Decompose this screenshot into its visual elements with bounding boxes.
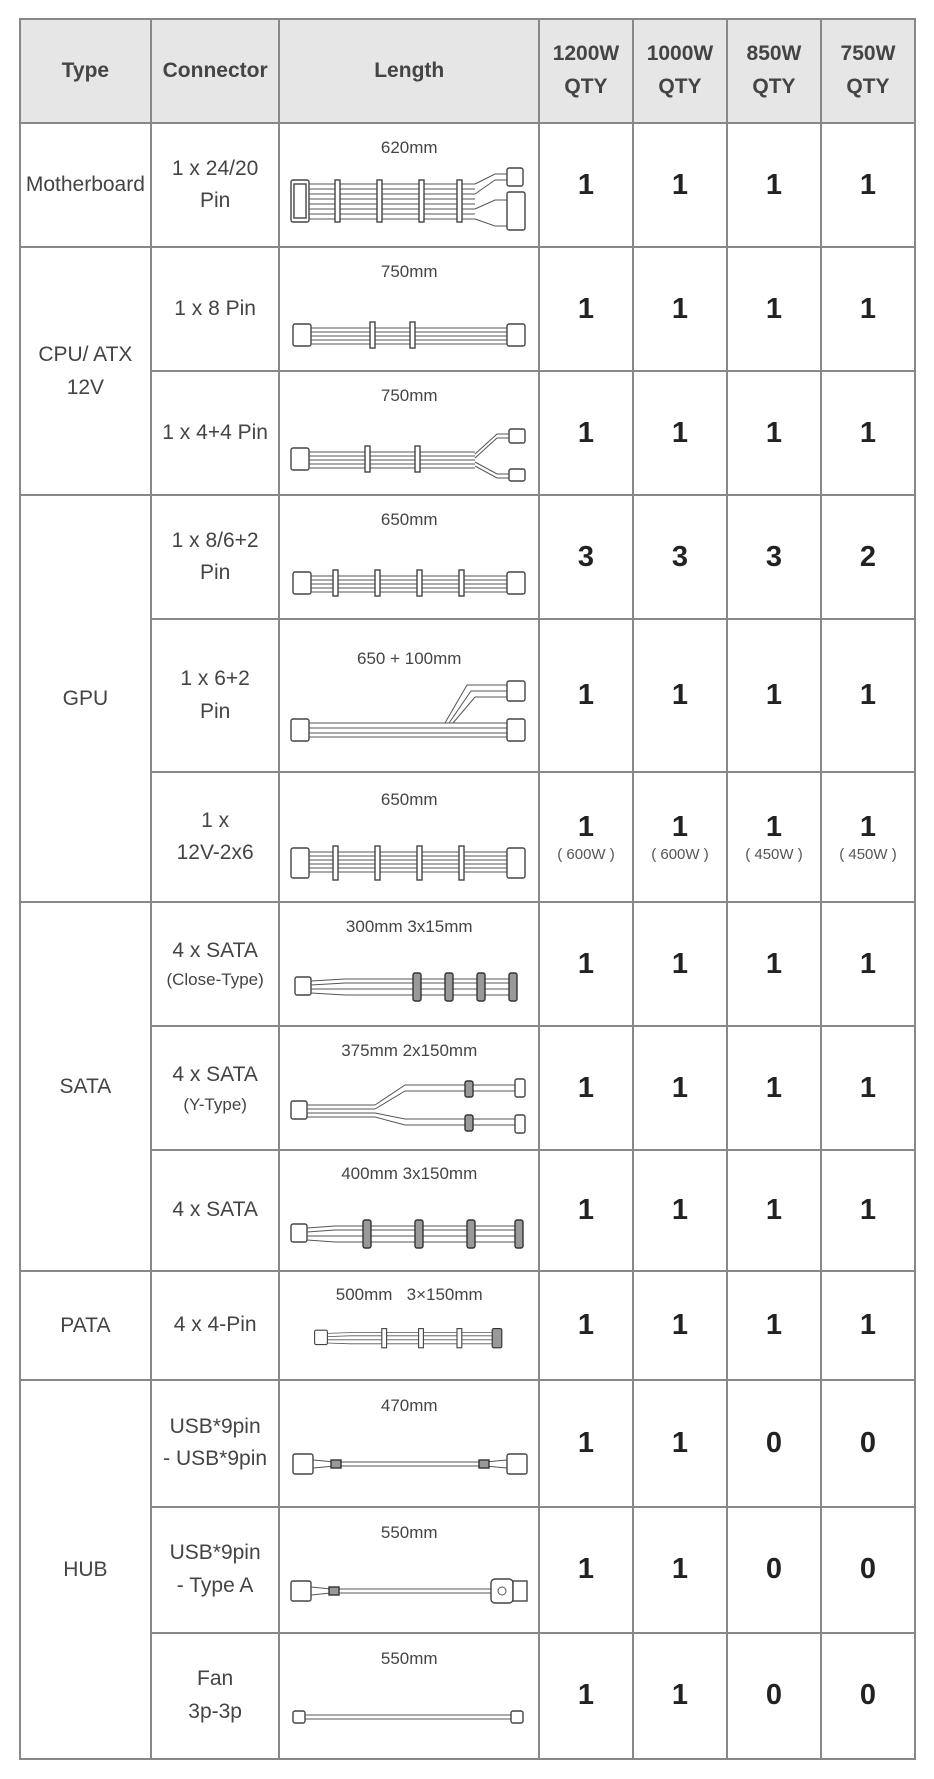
header-length: Length <box>279 19 539 123</box>
header-row <box>20 19 915 123</box>
sata-cable-icon <box>285 1190 533 1260</box>
connector-cell: USB*9pin - USB*9pin <box>151 1380 280 1506</box>
table-row <box>20 371 915 495</box>
length-cell <box>279 495 539 619</box>
table-row <box>20 1380 915 1506</box>
connector-cell: 4 x SATA <box>151 1150 280 1270</box>
group-sata: SATA <box>20 902 151 1270</box>
qty-1000w: 1 <box>633 1633 727 1759</box>
length-label: 750mm <box>380 262 438 282</box>
header-1000w: 1000W QTY <box>633 19 727 123</box>
connector-cell: 4 x SATA (Y-Type) <box>151 1026 280 1150</box>
length-cell <box>279 1150 539 1270</box>
length-cell <box>279 902 539 1026</box>
qty-850w: 0 <box>727 1633 821 1759</box>
qty-1000w: 1 <box>633 902 727 1026</box>
qty-1200w: 1 <box>539 247 633 371</box>
atx-24pin-cable-icon <box>285 164 533 234</box>
length-label: 470mm <box>380 1396 438 1416</box>
qty-wattage-note: ( 450W ) <box>745 846 803 864</box>
length-cell <box>279 1507 539 1633</box>
qty-750w: 1 ( 450W ) <box>821 772 915 902</box>
header-1200w: 1200W QTY <box>539 19 633 123</box>
qty-1200w: 1 <box>539 123 633 247</box>
group-cpu: CPU/ ATX 12V <box>20 247 151 495</box>
qty-850w: 1 ( 450W ) <box>727 772 821 902</box>
length-cell <box>279 123 539 247</box>
qty-850w: 1 <box>727 1271 821 1381</box>
qty-1000w: 1 <box>633 1507 727 1633</box>
12v-2x6-cable-icon <box>285 816 533 886</box>
qty-850w: 0 <box>727 1507 821 1633</box>
qty-750w: 0 <box>821 1380 915 1506</box>
table-row <box>20 619 915 772</box>
length-cell <box>279 1026 539 1150</box>
qty-1000w: 1 <box>633 123 727 247</box>
qty-wattage-note: ( 600W ) <box>557 846 615 864</box>
cable-spec-table <box>19 18 916 1760</box>
length-cell <box>279 247 539 371</box>
qty-750w: 1 <box>821 1271 915 1381</box>
length-label: 650mm <box>380 790 438 810</box>
usb-9pin-cable-icon <box>285 1422 533 1492</box>
qty-1200w: 1 <box>539 371 633 495</box>
length-cell <box>279 772 539 902</box>
qty-1000w: 1 <box>633 371 727 495</box>
qty-1000w: 1 <box>633 1026 727 1150</box>
table-row <box>20 247 915 371</box>
connector-cell: 1 x 8 Pin <box>151 247 280 371</box>
length-label: 400mm 3x150mm <box>341 1163 478 1183</box>
connector-cell: 1 x 6+2 Pin <box>151 619 280 772</box>
qty-750w: 1 <box>821 619 915 772</box>
connector-cell: USB*9pin - Type A <box>151 1507 280 1633</box>
qty-1200w: 1 ( 600W ) <box>539 772 633 902</box>
length-label: 650mm <box>380 510 438 530</box>
qty-1200w: 1 <box>539 1380 633 1506</box>
header-type: Type <box>20 19 151 123</box>
connector-cell: 1 x 8/6+2 Pin <box>151 495 280 619</box>
length-label: 500mm 3×150mm <box>335 1285 483 1305</box>
length-label: 750mm <box>380 386 438 406</box>
table-row <box>20 772 915 902</box>
fan-cable-icon <box>285 1675 533 1745</box>
qty-750w: 1 <box>821 371 915 495</box>
qty-850w: 1 <box>727 247 821 371</box>
qty-850w: 3 <box>727 495 821 619</box>
qty-750w: 1 <box>821 902 915 1026</box>
cpu-8pin-cable-icon <box>285 288 533 358</box>
connector-cell: 4 x 4-Pin <box>151 1271 280 1381</box>
table-row <box>20 123 915 247</box>
table-row <box>20 1633 915 1759</box>
group-hub: HUB <box>20 1380 151 1759</box>
connector-cell: Fan 3p-3p <box>151 1633 280 1759</box>
length-label: 300mm 3x15mm <box>345 917 473 937</box>
length-cell <box>279 1633 539 1759</box>
length-label: 550mm <box>380 1648 438 1668</box>
header-connector: Connector <box>151 19 280 123</box>
cpu-4plus4-cable-icon <box>285 412 533 482</box>
pcie-dual-cable-icon <box>285 675 533 745</box>
qty-1200w: 3 <box>539 495 633 619</box>
qty-1000w: 1 <box>633 1271 727 1381</box>
qty-1000w: 1 <box>633 1380 727 1506</box>
qty-1000w: 1 <box>633 247 727 371</box>
qty-1000w: 3 <box>633 495 727 619</box>
length-cell <box>279 1380 539 1506</box>
qty-850w: 1 <box>727 902 821 1026</box>
qty-1200w: 1 <box>539 902 633 1026</box>
qty-1200w: 1 <box>539 1633 633 1759</box>
usb-type-a-cable-icon <box>285 1549 533 1619</box>
table-row <box>20 495 915 619</box>
qty-850w: 1 <box>727 371 821 495</box>
table-row <box>20 1026 915 1150</box>
group-pata: PATA <box>20 1271 151 1381</box>
length-label: 620mm <box>380 138 438 158</box>
qty-750w: 0 <box>821 1633 915 1759</box>
sata-close-cable-icon <box>285 943 533 1013</box>
length-cell <box>279 1271 539 1381</box>
qty-1200w: 1 <box>539 619 633 772</box>
length-label: 375mm 2x150mm <box>341 1041 478 1061</box>
header-750w: 750W QTY <box>821 19 915 123</box>
sata-y-cable-icon <box>285 1067 533 1137</box>
qty-750w: 1 <box>821 1150 915 1270</box>
qty-750w: 1 <box>821 123 915 247</box>
table-row <box>20 1507 915 1633</box>
qty-850w: 0 <box>727 1380 821 1506</box>
length-cell <box>279 371 539 495</box>
header-850w: 850W QTY <box>727 19 821 123</box>
length-label: 650 + 100mm <box>357 648 462 668</box>
qty-750w: 0 <box>821 1507 915 1633</box>
table-row <box>20 902 915 1026</box>
qty-850w: 1 <box>727 619 821 772</box>
group-motherboard: Motherboard <box>20 123 151 247</box>
connector-cell: 1 x 4+4 Pin <box>151 371 280 495</box>
qty-750w: 2 <box>821 495 915 619</box>
qty-1200w: 1 <box>539 1026 633 1150</box>
qty-850w: 1 <box>727 1150 821 1270</box>
qty-1200w: 1 <box>539 1271 633 1381</box>
qty-750w: 1 <box>821 247 915 371</box>
qty-1000w: 1 <box>633 619 727 772</box>
qty-wattage-note: ( 450W ) <box>839 846 897 864</box>
table-row <box>20 1150 915 1270</box>
qty-850w: 1 <box>727 1026 821 1150</box>
table-row <box>20 1271 915 1381</box>
length-label: 550mm <box>380 1522 438 1542</box>
qty-850w: 1 <box>727 123 821 247</box>
length-cell <box>279 619 539 772</box>
connector-cell: 4 x SATA (Close-Type) <box>151 902 280 1026</box>
qty-1200w: 1 <box>539 1150 633 1270</box>
qty-1200w: 1 <box>539 1507 633 1633</box>
pcie-8pin-cable-icon <box>285 536 533 606</box>
molex-cable-icon <box>285 1311 533 1367</box>
qty-750w: 1 <box>821 1026 915 1150</box>
connector-cell: 1 x 12V-2x6 <box>151 772 280 902</box>
qty-1000w: 1 <box>633 1150 727 1270</box>
connector-cell: 1 x 24/20 Pin <box>151 123 280 247</box>
qty-1000w: 1 ( 600W ) <box>633 772 727 902</box>
qty-wattage-note: ( 600W ) <box>651 846 709 864</box>
group-gpu: GPU <box>20 495 151 902</box>
